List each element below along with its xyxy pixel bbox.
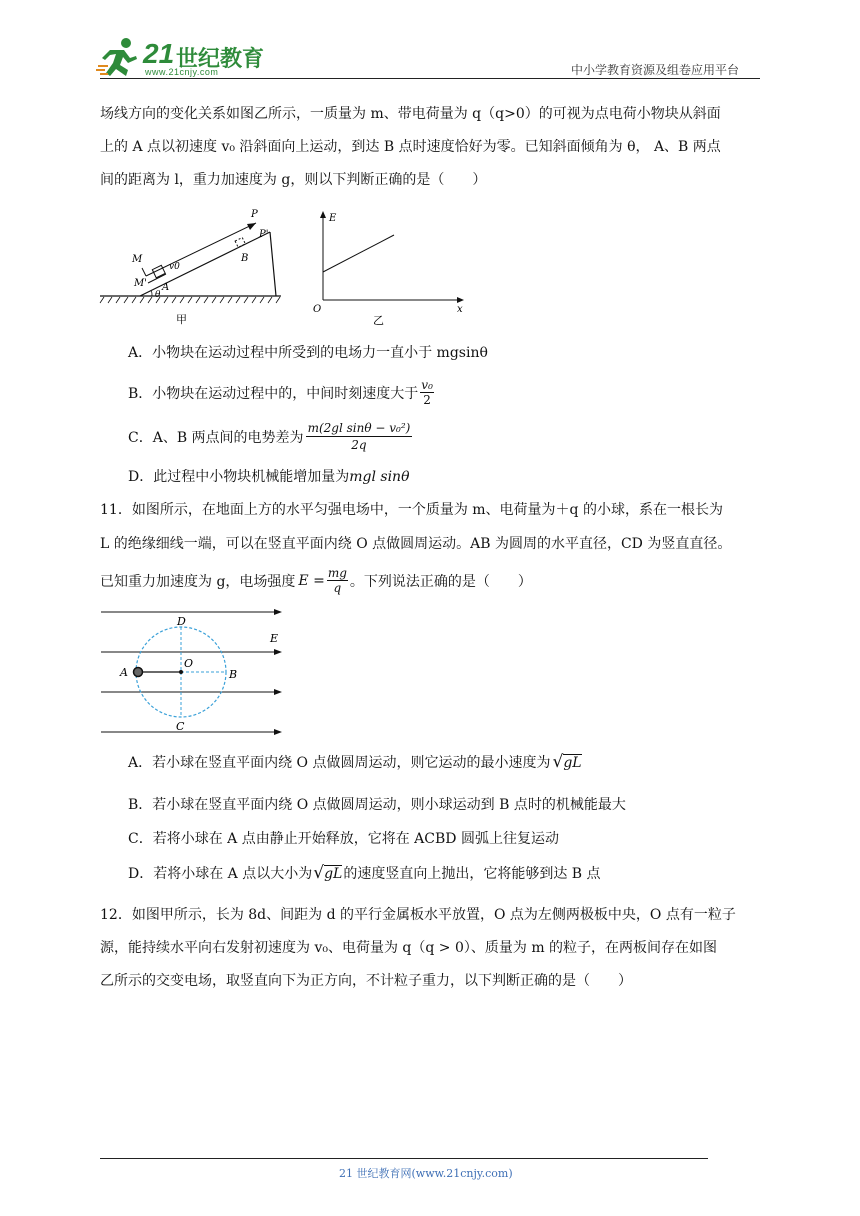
label-M-prime: M': [134, 278, 147, 289]
q12-stem-line: 12．如图甲所示，长为 8d、间距为 d 的平行金属板水平放置，O 点为左侧两极板中央，O 点有一粒子: [100, 907, 736, 923]
footer-divider: [100, 1158, 708, 1159]
label-E: E: [270, 632, 279, 645]
label-M: M: [132, 254, 143, 265]
q10-stem-line: 场线方向的变化关系如图乙所示，一质量为 m、带电荷量为 q（q>0）的可视为点电荷小物块从斜面: [100, 106, 721, 122]
label-B: B: [241, 253, 249, 264]
q10-option-c: C．A、B 两点间的电势差为 m(2gl sinθ − v₀²) 2q: [128, 421, 411, 452]
logo-number: 21: [143, 38, 175, 69]
label-D: D: [177, 615, 186, 628]
q11-stem-line3: 已知重力加速度为 g，电场强度 E = $\frac{mg}{q}$ 。下列说法正确的是（ ）: [100, 566, 532, 595]
q11-figure: [98, 604, 288, 740]
fig-caption-jia: 甲: [176, 313, 187, 326]
fraction-potential-difference: m(2gl sinθ − v₀²) 2q: [307, 421, 411, 452]
label-theta: θ: [155, 290, 161, 300]
footer-text: 21 世纪教育网(www.21cnjy.com): [339, 1167, 513, 1180]
label-v0: v0: [169, 262, 180, 272]
platform-name: 中小学教育资源及组卷应用平台: [571, 63, 740, 77]
q10-option-d: D．此过程中小物块机械能增加量为mgl sinθ: [128, 469, 410, 485]
q11-option-d: D．若将小球在 A 点以大小为 √ gL 的速度竖直向上抛出，它将能够到达 B 点: [128, 863, 601, 883]
logo-text: 世纪教育: [176, 47, 265, 72]
q11-stem-line: L 的绝缘细线一端，可以在竖直平面内绕 O 点做圆周运动。AB 为圆周的水平直径，CD 为竖直直径。: [100, 536, 732, 552]
fig-caption-yi: 乙: [373, 314, 384, 327]
q12-stem-line: 乙所示的交变电场，取竖直向下为正方向，不计粒子重力，以下判断正确的是（ ）: [100, 973, 632, 989]
axis-label-x: x: [457, 304, 463, 315]
sqrt-gL: √ gL: [313, 863, 343, 883]
label-A: A: [162, 282, 170, 293]
origin-label: O: [313, 304, 322, 315]
runner-logo-icon: [96, 36, 142, 78]
q10-figure-graph: [306, 208, 472, 330]
label-C: C: [176, 720, 185, 733]
q10-stem-line: 上的 A 点以初速度 v₀ 沿斜面向上运动，到达 B 点时速度恰好为零。已知斜面倾角为 θ， A、B 两点: [100, 139, 721, 155]
header: [0, 0, 860, 90]
q10-option-a: A．小物块在运动过程中所受到的电场力一直小于 mgsinθ: [128, 345, 488, 361]
header-divider: [100, 78, 760, 79]
q11-option-c: C．若将小球在 A 点由静止开始释放，它将在 ACBD 圆弧上往复运动: [128, 831, 559, 847]
q10-stem: [100, 98, 721, 197]
logo-url: www.21cnjy.com: [145, 67, 219, 77]
q11-option-a: A．若小球在竖直平面内绕 O 点做圆周运动，则它运动的最小速度为 √ gL: [128, 752, 582, 772]
label-A: A: [120, 666, 128, 679]
q12-stem: [100, 899, 736, 998]
q11-stem-line: 11．如图所示，在地面上方的水平匀强电场中，一个质量为 m、电荷量为＋q 的小球，系在一根长为: [100, 502, 723, 518]
sqrt-gL: √ gL: [552, 752, 582, 772]
q11-option-b: B．若小球在竖直平面内绕 O 点做圆周运动，则小球运动到 B 点时的机械能最大: [128, 797, 626, 813]
q10-stem-line: 间的距离为 l，重力加速度为 g，则以下判断正确的是（ ）: [100, 172, 487, 188]
fraction-v0-over-2: v₀ 2: [421, 378, 433, 407]
label-B: B: [229, 668, 238, 681]
q10-figure-incline: [96, 206, 288, 331]
q10-option-b: B．小物块在运动过程中的，中间时刻速度大于 v₀ 2: [128, 378, 433, 407]
fraction-mg-over-q: $\frac{mg}{q}$: [327, 566, 347, 595]
label-P-prime: P': [259, 229, 269, 240]
label-O: O: [184, 657, 194, 670]
axis-label-E: E: [329, 213, 337, 224]
label-P: P: [251, 209, 258, 220]
q12-stem-line: 源，能持续水平向右发射初速度为 v₀、电荷量为 q（q > 0）、质量为 m 的粒子，在两板间存在如图: [100, 940, 718, 956]
